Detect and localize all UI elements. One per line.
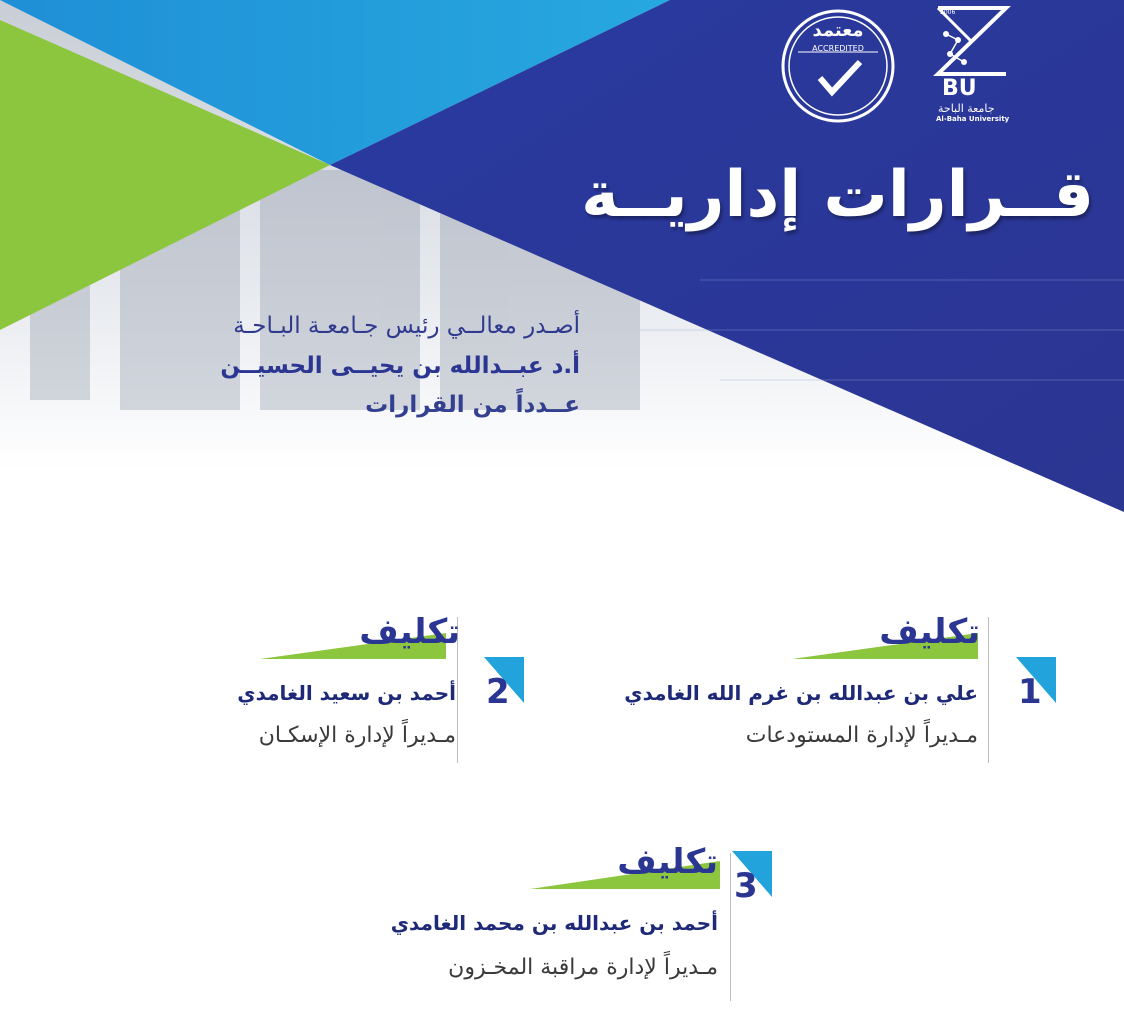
intro-line-1: أصـدر معالــي رئيس جـامعـة البـاحـة xyxy=(233,313,580,339)
intro-line-2: أ.د عبــدالله بن يحيــى الحسيــن xyxy=(220,353,580,379)
appointee-name: أحمد بن عبدالله بن محمد الغامدي xyxy=(390,911,718,935)
decision-type: تكليف xyxy=(359,612,460,652)
card-divider xyxy=(988,617,989,763)
decision-card-2 xyxy=(160,612,540,765)
decision-number: 3 xyxy=(734,866,758,906)
decision-card-3 xyxy=(300,842,780,1005)
university-abbr: BU xyxy=(942,76,977,101)
decision-type: تكليف xyxy=(879,612,980,652)
appointee-role: مـديراً لإدارة مراقبة المخـزون xyxy=(448,955,718,980)
decision-number: 2 xyxy=(486,672,510,712)
intro-line-3: عــدداً من القرارات xyxy=(365,392,580,418)
appointee-name: علي بن عبدالله بن غرم الله الغامدي xyxy=(624,681,978,705)
decision-card-1 xyxy=(560,612,1060,765)
decision-type: تكليف xyxy=(617,842,718,882)
accreditation-seal xyxy=(780,8,896,124)
university-name-en: Al-Baha University xyxy=(936,115,1010,123)
appointee-name: أحمد بن سعيد الغامدي xyxy=(237,681,456,705)
university-logo xyxy=(928,4,1014,124)
appointee-role: مـديراً لإدارة المستودعات xyxy=(745,723,978,748)
card-divider xyxy=(730,853,731,1001)
university-year: 2006 xyxy=(940,9,956,16)
accreditation-label-ar: معتمد xyxy=(812,20,864,41)
page-title: قــرارات إداريــة xyxy=(581,158,1094,232)
appointee-role: مـديراً لإدارة الإسكـان xyxy=(258,723,456,748)
decision-number: 1 xyxy=(1018,672,1042,712)
intro-text xyxy=(220,306,580,424)
university-name-ar: جامعة الباحة xyxy=(938,102,995,115)
accreditation-label-en: ACCREDITED xyxy=(812,44,864,53)
